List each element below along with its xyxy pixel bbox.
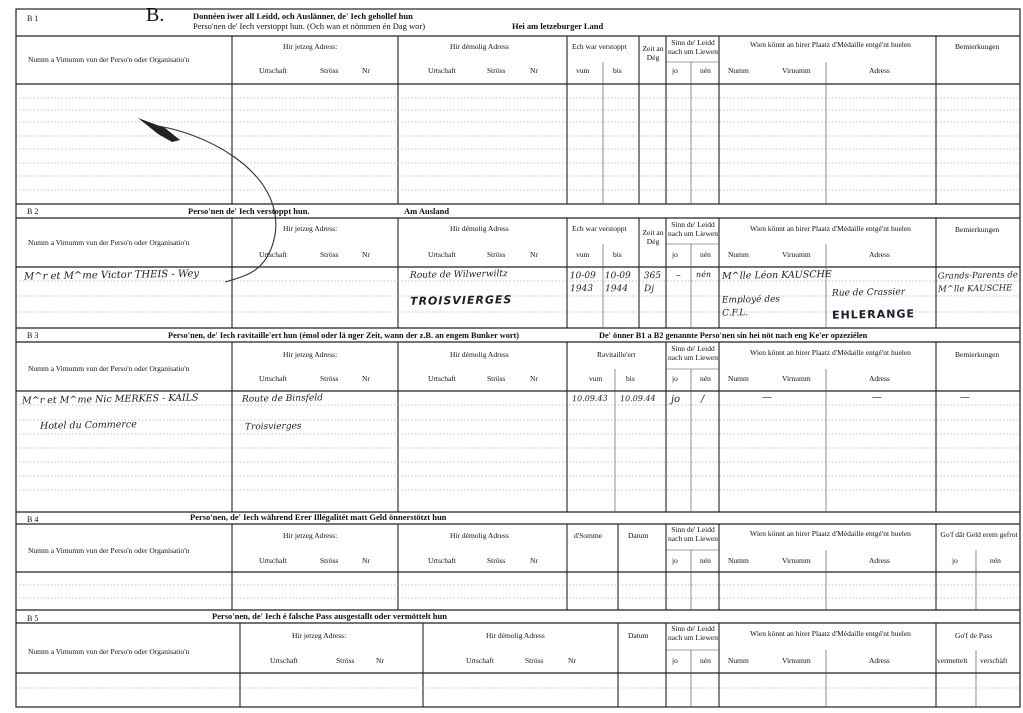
b4-sub-adress: Adress	[869, 556, 890, 565]
b3-note: De' önner B1 a B2 genannte Perso'nen sin hei nöt nach eng Ke'er opzeziélen	[599, 331, 868, 340]
b2-entry-medal-job: Employé des C.F.L.	[721, 294, 781, 319]
b2-col-hidden: Ech war verstoppt	[572, 224, 627, 233]
b4-sub-nr: Nr	[362, 556, 370, 565]
b3-sub-no: nén	[700, 374, 711, 383]
b2-sub-numm: Numm	[728, 250, 749, 259]
b3-title: Perso'nen, de' Iech ravitaille'ert hun (émol oder lä nger Zeit, wann der z.B. an engem Bunker wort)	[168, 331, 520, 340]
b2-sub-nr: Nr	[362, 250, 370, 259]
b1-sub-no: nén	[700, 66, 711, 75]
b5-col-date: Datum	[628, 631, 649, 640]
b1-sub-street: Ströss	[320, 66, 339, 75]
b3-col-current: Hir jetzeg Adress:	[283, 350, 338, 359]
b1-col-remarks: Bemierkungen	[955, 42, 1000, 51]
b4-sub-nr-former: Nr	[530, 556, 538, 565]
b4-col-sum: d'Somme	[574, 531, 603, 540]
b4-sub-city: Urtschaft	[259, 556, 287, 565]
b2-entry-medal-city: EHLERANGE	[831, 307, 916, 322]
b5-sub-virnumm: Virnumm	[782, 656, 811, 665]
b3-entry-city: Troisvierges	[244, 421, 302, 433]
b1-sub-numm: Numm	[728, 66, 749, 75]
b2-entry-to: 10-09 1944	[604, 270, 631, 295]
b1-sub-yes: jo	[672, 66, 678, 75]
b4-sub-yes-money: jo	[952, 556, 958, 565]
b4-sub-yes: jo	[672, 556, 678, 565]
b4-col-medal: Wien könnt an hirer Plaatz d'Médaille entgé'nt huelen	[750, 529, 911, 538]
b2-sub-virnumm: Virnumm	[782, 250, 811, 259]
b3-col-alive: Sinn de' Leidd nach um Liewen	[668, 344, 718, 362]
b5-sub-no: nén	[700, 656, 711, 665]
b1-sub-from: vum	[576, 66, 590, 75]
b4-col-date: Datum	[628, 531, 649, 540]
b4-sub-no: nén	[700, 556, 711, 565]
b5-sub-city: Urtschaft	[270, 656, 298, 665]
b1-title-line1: Donnéen iwer all Leidd, och Auslänner, de' Iech gehollef hun	[193, 11, 413, 21]
b2-col-remarks: Bemierkungen	[955, 225, 1000, 234]
b1-sub-virnumm: Virnumm	[782, 66, 811, 75]
b4-sub-street: Ströss	[320, 556, 339, 565]
b4-sub-street-former: Ströss	[487, 556, 506, 565]
b2-sub-street: Ströss	[320, 250, 339, 259]
b5-sub-issued: vermettelt	[937, 656, 968, 665]
b4-col-name: Numm a Vimumm vun der Perso'n oder Organisatio'n	[28, 546, 190, 555]
b3-entry-no: /	[700, 393, 705, 406]
b5-title: Perso'nen, de' Iech é falsche Pass ausgestallt oder vermöttelt hun	[212, 611, 447, 621]
b2-entry-no: nén	[695, 269, 712, 280]
b3-col-remarks: Bemierkungen	[955, 350, 1000, 359]
b2-col-current: Hir jetzeg Adress:	[283, 224, 338, 233]
b2-code: B 2	[27, 207, 39, 216]
b1-sub-adress: Adress	[869, 66, 890, 75]
b3-sub-street-former: Ströss	[487, 374, 506, 383]
b2-sub-no: nén	[700, 250, 711, 259]
b5-sub-adress: Adress	[869, 656, 890, 665]
b2-sub-from: vum	[576, 250, 590, 259]
b3-sub-street: Ströss	[320, 374, 339, 383]
b3-sub-city: Urtschaft	[259, 374, 287, 383]
b4-col-former: Hir démolig Adress	[450, 531, 509, 540]
b3-entry-name2: Hotel du Commerce	[39, 419, 137, 432]
arrow-head	[138, 118, 180, 142]
b2-entry-name: M^r et M^me Victor THEIS - Wey	[23, 268, 200, 283]
b3-sub-numm: Numm	[728, 374, 749, 383]
b5-col-alive: Sinn de' Leidd nach um Liewen	[668, 624, 718, 642]
b3-entry-medal-numm: —	[761, 391, 773, 404]
b3-sub-from: vum	[589, 374, 603, 383]
b2-entry-days: 365 Dj	[643, 270, 662, 295]
b1-sub-to: bis	[613, 66, 622, 75]
b2-col-medal: Wien könnt an hirer Plaatz d'Médaille entgé'nt huelen	[750, 224, 911, 233]
b1-col-medal: Wien könnt an hirer Plaatz d'Médaille entgé'nt huelen	[750, 40, 911, 49]
b2-title-extra: Am Ausland	[404, 206, 450, 216]
b3-sub-city-former: Urtschaft	[428, 374, 456, 383]
b1-col-former: Hir démolig Adress	[450, 42, 509, 51]
b3-sub-virnumm: Virnumm	[782, 374, 811, 383]
b1-sub-nr-former: Nr	[530, 66, 538, 75]
b5-col-pass: Go'f de Pass	[955, 631, 993, 640]
b2-sub-nr-former: Nr	[530, 250, 538, 259]
b5-sub-nr: Nr	[376, 656, 384, 665]
b2-sub-city: Urtschaft	[259, 250, 287, 259]
b3-sub-nr: Nr	[362, 374, 370, 383]
b4-sub-no-money: nén	[990, 556, 1001, 565]
b1-sub-street-former: Ströss	[487, 66, 506, 75]
b3-entry-from: 10.09.43	[571, 393, 608, 404]
b4-title: Perso'nen, de' Iech während Erer Illégalitét matt Geld önnerstötzt hun	[190, 512, 447, 522]
b4-sub-city-former: Urtschaft	[428, 556, 456, 565]
b4-sub-virnumm: Virnumm	[782, 556, 811, 565]
b4-code: B 4	[27, 515, 39, 524]
b5-sub-nr-former: Nr	[568, 656, 576, 665]
b5-sub-street-former: Ströss	[525, 656, 544, 665]
b2-sub-to: bis	[613, 250, 622, 259]
b5-col-name: Numm a Vimumm vun der Perso'n oder Organisatio'n	[28, 647, 190, 656]
b5-col-medal: Wien könnt an hirer Plaatz d'Médaille entgé'nt huelen	[750, 629, 911, 638]
b3-sub-adress: Adress	[869, 374, 890, 383]
b5-sub-yes: jo	[672, 656, 678, 665]
b2-entry-yes: –	[675, 269, 681, 282]
b5-sub-city-former: Urtschaft	[466, 656, 494, 665]
b2-entry-medal-street: Rue de Crassier	[831, 287, 906, 299]
b2-sub-city-former: Urtschaft	[428, 250, 456, 259]
b5-col-current: Hir jetzeg Adress:	[292, 631, 347, 640]
b1-title-extra: Hei am letzeburger Land	[512, 21, 604, 31]
b5-col-former: Hir démolig Adress	[486, 631, 545, 640]
b1-sub-city-former: Urtschaft	[428, 66, 456, 75]
b2-sub-yes: jo	[672, 250, 678, 259]
b1-col-hidden: Ech war verstoppt	[572, 42, 627, 51]
b3-code: B 3	[27, 331, 39, 340]
b2-col-alive: Sinn de' Leidd nach um Liewen	[668, 220, 718, 238]
b4-col-alive: Sinn de' Leidd nach um Liewen	[668, 525, 718, 543]
b3-col-medal: Wien könnt an hirer Plaatz d'Médaille entgé'nt huelen	[750, 348, 911, 357]
b2-col-former: Hir démolig Adress	[450, 224, 509, 233]
b1-sub-city: Urtschaft	[259, 66, 287, 75]
b3-sub-yes: jo	[672, 374, 678, 383]
b4-col-gof: Go'f dât Geld erem gefrot	[940, 530, 1018, 539]
b3-entry-street: Route de Binsfeld	[241, 393, 324, 405]
b3-sub-to: bis	[626, 374, 635, 383]
b2-col-name: Numm a Vimumm vun der Perso'n oder Organisatio'n	[28, 238, 190, 247]
b1-col-name: Numm a Vimumm vun der Perso'n oder Organisatio'n	[28, 55, 190, 64]
b3-col-former: Hir démolig Adress	[450, 350, 509, 359]
b2-title: Perso'nen de' Iech verstoppt hun.	[188, 206, 310, 216]
b4-col-current: Hir jetzeg Adress:	[283, 531, 338, 540]
b5-sub-numm: Numm	[728, 656, 749, 665]
b2-sub-adress: Adress	[869, 250, 890, 259]
b3-col-name: Numm a Vimumm vun der Perso'n oder Organisatio'n	[28, 364, 190, 373]
b2-col-time: Zeit an Dég	[642, 228, 664, 246]
b2-entry-street: Route de Wilwerwiltz	[409, 269, 508, 281]
b4-sub-numm: Numm	[728, 556, 749, 565]
b5-sub-mediated: verschäft	[980, 656, 1008, 665]
b1-title-line2: Perso'nen de' Iech verstoppt hun. (Och wan et nömmen én Dag wor)	[193, 21, 426, 31]
b2-entry-city: TROISVIERGES	[409, 293, 513, 308]
b2-sub-street-former: Ströss	[487, 250, 506, 259]
b3-sub-nr-former: Nr	[530, 374, 538, 383]
b3-entry-to: 10.09.44	[619, 393, 656, 404]
b3-col-ravit: Ravitaille'ert	[597, 350, 636, 359]
b3-entry-name: M^r et M^me Nic MERKES - KAILS	[21, 392, 199, 407]
b2-entry-medal-name: M^lle Léon KAUSCHE	[721, 269, 832, 282]
b1-code: B 1	[27, 14, 39, 23]
b1-big-letter: B.	[146, 4, 165, 26]
b1-col-alive: Sinn de' Leidd nach um Liewen	[668, 38, 718, 56]
b3-entry-yes: jo	[670, 393, 681, 406]
b1-sub-nr: Nr	[362, 66, 370, 75]
b5-code: B 5	[27, 614, 39, 623]
b1-col-current: Hir jetzeg Adress:	[283, 42, 338, 51]
b2-entry-from: 10-09 1943	[569, 270, 596, 295]
b2-entry-remarks: Grands-Parents de M^lle KAUSCHE	[937, 270, 1018, 295]
b1-col-time: Zeit an Dég	[642, 44, 664, 62]
b5-sub-street: Ströss	[336, 656, 355, 665]
b3-entry-remarks: —	[959, 391, 971, 404]
b3-entry-medal-adress: —	[871, 391, 883, 404]
